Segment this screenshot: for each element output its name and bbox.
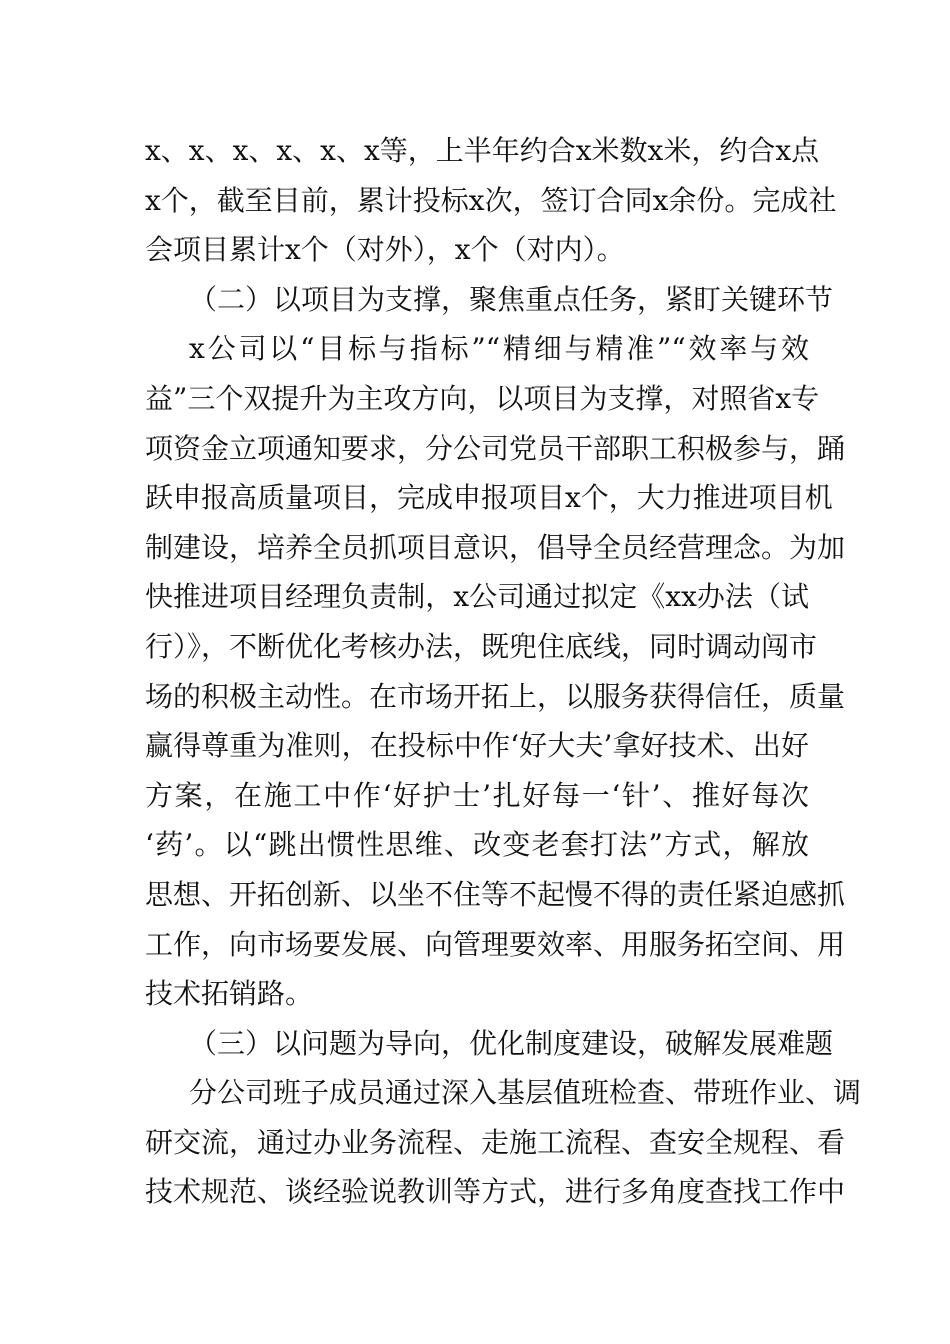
text-line: 会项目累计x个（对外），x个（对内）。 — [145, 233, 625, 267]
text-line: （三）以问题为导向，优化制度建设，破解发展难题 — [189, 1026, 834, 1060]
text-line: 跃申报高质量项目，完成申报项目x个，大力推进项目机 — [145, 481, 833, 515]
text-line: 赢得尊重为准则，在投标中作‘好大夫’拿好技术、出好 — [145, 729, 809, 763]
text-line: 益”三个双提升为主攻方向，以项目为支撑，对照省x专 — [145, 381, 820, 415]
text-line: 技术拓销路。 — [145, 977, 314, 1011]
text-line: x个，截至目前，累计投标x次，签订合同x余份。完成社 — [145, 183, 837, 217]
text-line: 项资金立项通知要求，分公司党员干部职工积极参与，踊 — [145, 431, 846, 465]
document-body — [145, 126, 862, 1217]
text-line: 分公司班子成员通过深入基层值班检查、带班作业、调 — [189, 1076, 862, 1110]
text-line: 技术规范、谈经验说教训等方式，进行多角度查找工作中 — [145, 1175, 846, 1209]
text-line: 工作，向市场要发展、向管理要效率、用服务拓空间、用 — [145, 927, 846, 961]
text-line: ‘药’。以“跳出惯性思维、改变老套打法”方式，解放 — [145, 828, 809, 862]
text-line: 思想、开拓创新、以坐不住等不起慢不得的责任紧迫感抓 — [145, 877, 846, 911]
text-line: 研交流，通过办业务流程、走施工流程、查安全规程、看 — [145, 1125, 846, 1159]
text-line: 制建设，培养全员抓项目意识，倡导全员经营理念。为加 — [145, 530, 846, 564]
text-line: 场的积极主动性。在市场开拓上，以服务获得信任，质量 — [145, 679, 846, 713]
text-line: x公司以“目标与指标”“精细与精准”“效率与效 — [189, 332, 809, 366]
text-line: x、x、x、x、x、x等，上半年约合x米数x米，约合x点 — [145, 134, 820, 167]
text-line: 快推进项目经理负责制，x公司通过拟定《xx办法（试 — [145, 580, 809, 614]
text-line: 行）》，不断优化考核办法，既兜住底线，同时调动闯市 — [145, 629, 818, 663]
text-line: （二）以项目为支撑，聚焦重点任务，紧盯关键环节 — [189, 282, 834, 316]
text-line: 方案，在施工中作‘好护士’扎好每一‘针’、推好每次 — [145, 778, 809, 812]
